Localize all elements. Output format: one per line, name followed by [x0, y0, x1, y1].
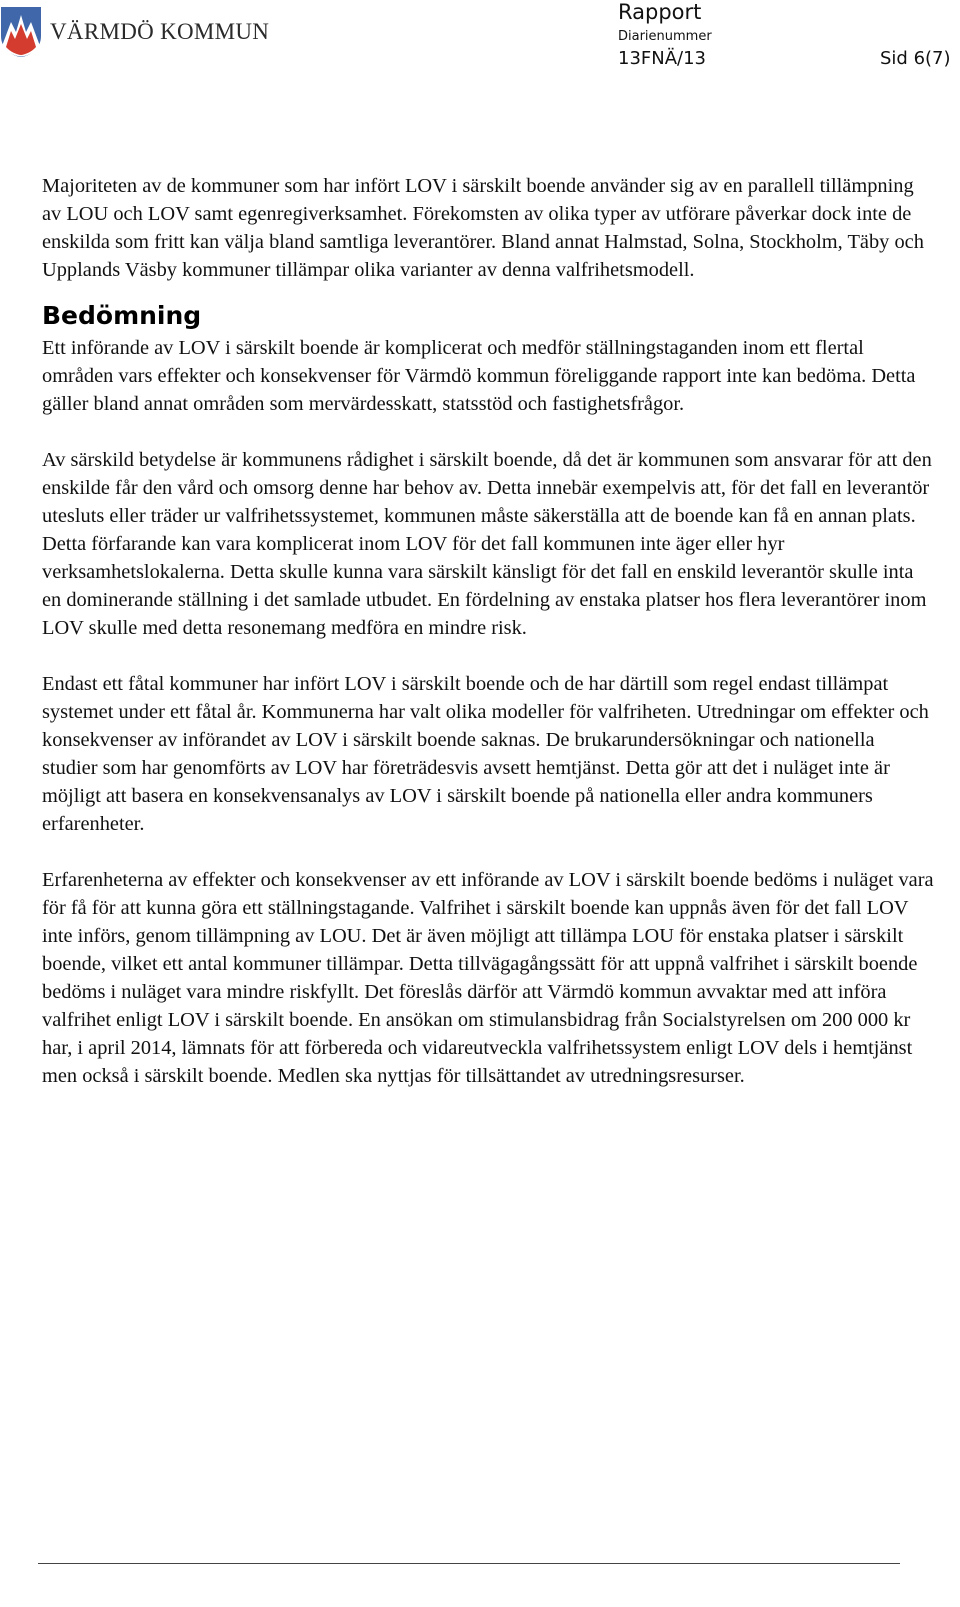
body-paragraph: Erfarenheterna av effekter och konsekvenser av ett införande av LOV i särskilt boende bedöms i nuläget vara för få för att kunna göra ett ställningstagande. Valfrihet i särskilt boende kan uppnås även för det fall LOV inte införs, genom tillämpning av LOU. Det är även möjligt att tillämpa LOU för enstaka platser i särskilt boende, vilket ett antal kommuner tillämpar. Detta tillvägagångssätt för att uppnå valfrihet i särskilt boende bedöms i nuläget vara mindre riskfyllt. Det föreslås därför att Värmdö kommun avvaktar med att införa valfrihet enligt LOV i särskilt boende. En ansökan om stimulansbidrag från Socialstyrelsen om 200 000 kr har, i april 2014, lämnats för att förbereda och vidareutveckla valfrihetssystem enligt LOV dels i hemtjänst men också i särskilt boende. Medlen ska nyttjas för tillsättandet av utredningsresurser. [42, 869, 934, 1087]
reference-label: Diarienummer [618, 29, 712, 44]
footer-divider [38, 1563, 900, 1564]
body-paragraph: Ett införande av LOV i särskilt boende är komplicerat och medför ställningstaganden inom ett flertal områden vars effekter och konsekvenser för Värmdö kommun föreliggande rapport inte kan bedöma. Detta gäller bland annat områden som mervärdesskatt, statsstöd och fastighetsfrågor. [42, 337, 916, 415]
doc-type: Rapport [618, 0, 702, 24]
crest-icon [0, 6, 42, 58]
document-body [42, 172, 934, 1118]
page-indicator: Sid 6(7) [880, 48, 951, 69]
section-heading: Bedömning [42, 301, 202, 330]
reference-number: 13FNÄ/13 [618, 48, 707, 69]
municipality-logo [0, 6, 269, 58]
org-name: VÄRMDÖ KOMMUN [50, 19, 270, 44]
body-paragraph: Endast ett fåtal kommuner har infört LOV i särskilt boende och de har därtill som regel endast tillämpat systemet under ett fåtal år. Kommunerna har valt olika modeller för valfriheten. Utredningar om effekter och konsekvenser av införandet av LOV i särskilt boende saknas. De brukarundersökningar och nationella studier som har genomförts av LOV har företrädesvis avsett hemtjänst. Detta gör att det i nuläget inte är möjligt att basera en konsekvensanalys av LOV i särskilt boende på nationella eller andra kommuners erfarenheter. [42, 673, 929, 835]
intro-paragraph: Majoriteten av de kommuner som har infört LOV i särskilt boende använder sig av en parallell tillämpning av LOU och LOV samt egenregiverksamhet. Förekomsten av olika typer av utförare påverkar dock inte de enskilda som fritt kan välja bland samtliga leverantörer. Bland annat Halmstad, Solna, Stockholm, Täby och Upplands Väsby kommuner tillämpar olika varianter av denna valfrihetsmodell. [42, 175, 924, 281]
body-paragraph: Av särskild betydelse är kommunens rådighet i särskilt boende, då det är kommunen som ansvarar för att den enskilde får den vård och omsorg denne har behov av. Detta innebär exempelvis att, för det fall en leverantör utesluts eller träder ur valfrihetssystemet, kommunen måste säkerställa att de boende kan få en annan plats. Detta förfarande kan vara komplicerat inom LOV för det fall kommunen inte äger eller hyr verksamhetslokalerna. Detta skulle kunna vara särskilt känsligt för det fall en enskild leverantör skulle inta en dominerande ställning i det samlade utbudet. En fördelning av enstaka platser hos flera leverantörer inom LOV skulle med detta resonemang medföra en mindre risk. [42, 449, 932, 639]
